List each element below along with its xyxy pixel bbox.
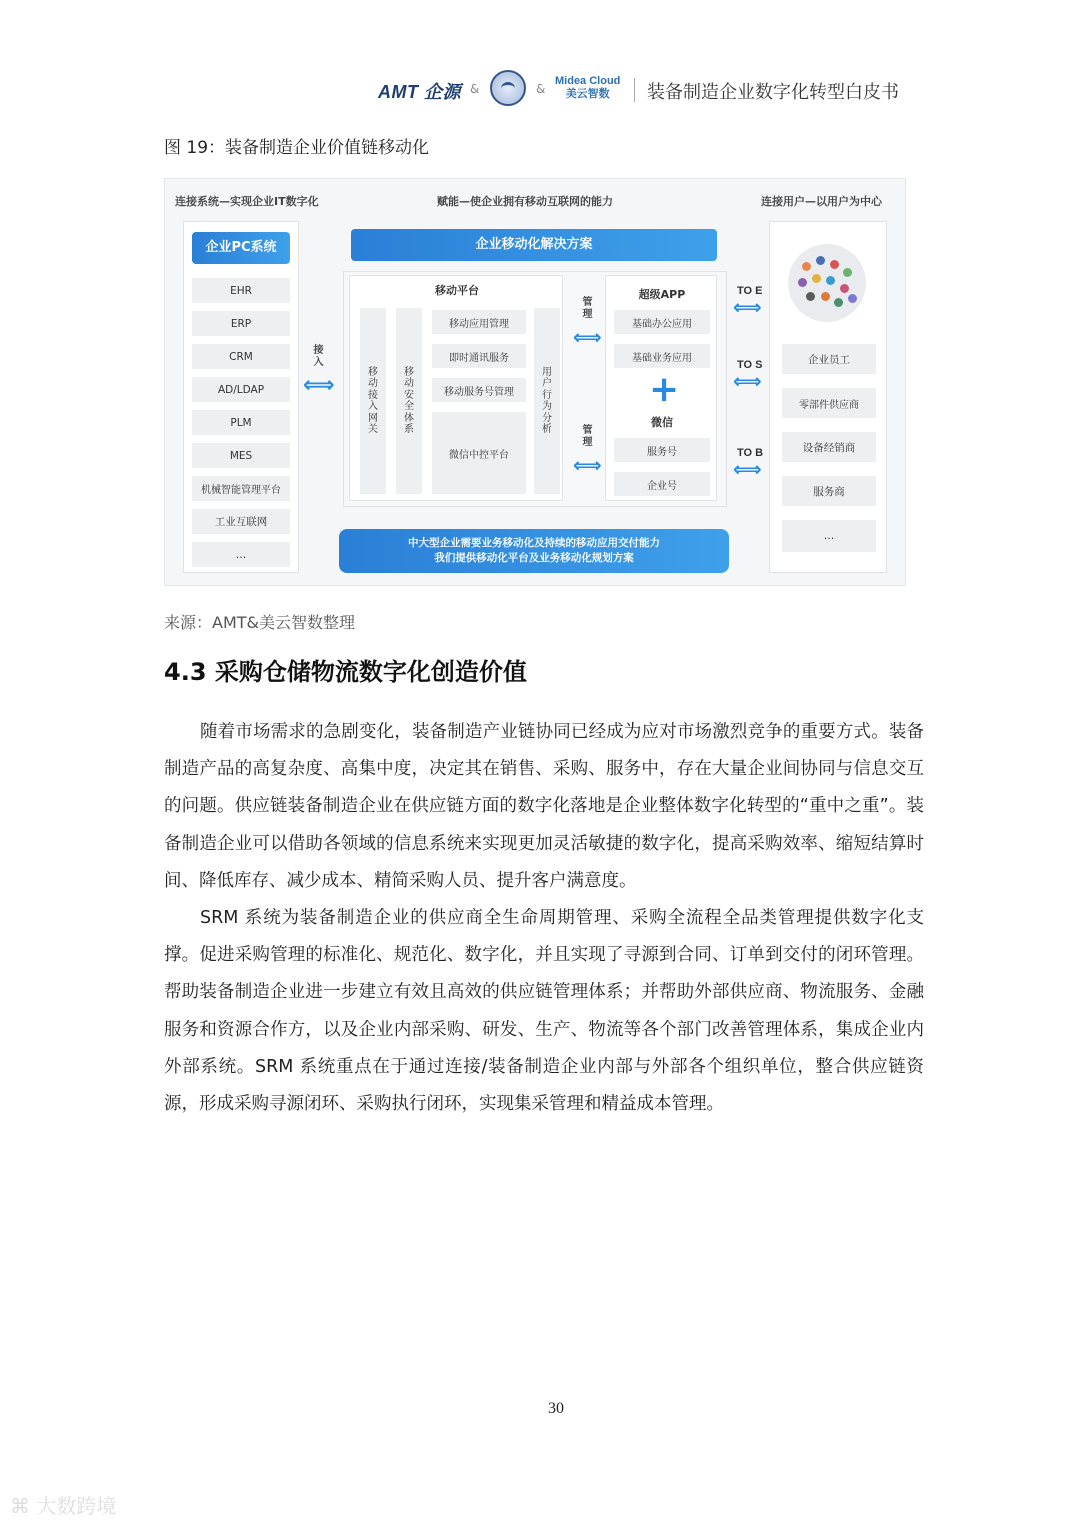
mobile-platform-title: 移动平台	[435, 284, 479, 297]
body-text	[164, 714, 924, 1123]
paragraph: SRM 系统为装备制造企业的供应商全生命周期管理、采购全流程全品类管理提供数字化支撑。促进采购管理的标准化、规范化、数字化，并且实现了寻源到合同、订单到交付的闭环管理。帮助装备制造企业进一步建立有效且高效的供应链管理体系；并帮助外部供应商、物流服务、金融服务和资源合作方，以及企业内部采购、研发、生产、物流等各个部门改善管理体系，集成企业内外部系统。SRM 系统重点在于通过连接/装备制造企业内部与外部各个组织单位，整合供应链资源，形成采购寻源闭环、采购执行闭环，实现集采管理和精益成本管理。	[164, 908, 924, 1115]
wechat-item: 服务号	[614, 438, 710, 462]
value-chain-diagram	[164, 178, 906, 586]
header-divider	[634, 78, 635, 102]
users-group-icon	[788, 244, 866, 322]
section-heading: 4.3 采购仓储物流数字化创造价值	[164, 658, 527, 686]
pc-system-item: MES	[192, 443, 290, 468]
double-arrow-icon: ⟺	[303, 373, 335, 398]
super-app-item: 基础办公应用	[614, 310, 710, 334]
platform-item: 即时通讯服务	[432, 344, 526, 368]
page-number: 30	[548, 1400, 564, 1417]
connect-label: 接入	[313, 345, 324, 368]
pc-system-item: EHR	[192, 278, 290, 303]
to-s-label: TO S	[737, 359, 763, 371]
bottom-banner: 中大型企业需要业务移动化及持续的移动应用交付能力 我们提供移动化平台及业务移动化规划方案	[339, 529, 729, 573]
platform-item: 移动服务号管理	[432, 378, 526, 402]
heading-middle: 赋能—使企业拥有移动互联网的能力	[437, 195, 613, 208]
mobile-gateway: 移动接入网关	[360, 308, 386, 494]
pc-system-item: 机械智能管理平台	[192, 476, 290, 501]
watermark: ⌘ 大数跨境	[10, 1494, 117, 1518]
heading-right: 连接用户—以用户为中心	[761, 195, 882, 208]
paragraph: 随着市场需求的急剧变化，装备制造产业链协同已经成为应对市场激烈竞争的重要方式。装备制造产品的高复杂度、高集中度，决定其在销售、采购、服务中，存在大量企业间协同与信息交互的问题。供应链装备制造企业在供应链方面的数字化落地是企业整体数字化转型的“重中之重”。装备制造企业可以借助各领域的信息系统来实现更加灵活敏捷的数字化，提高采购效率、缩短结算时间、降低库存、减少成本、精简采购人员、提升客户满意度。	[164, 722, 924, 891]
amt-logo: AMT 企源	[378, 82, 461, 102]
figure-source: 来源：AMT&美云智数整理	[164, 613, 356, 632]
manage-label: 管理	[582, 297, 593, 320]
user-type-item: 企业员工	[782, 344, 876, 374]
platform-item: 移动应用管理	[432, 310, 526, 334]
ampersand: &	[470, 82, 480, 96]
users-panel	[769, 221, 887, 573]
pc-systems-panel	[183, 221, 299, 573]
midea-cloud-logo: Midea Cloud 美云智数	[555, 75, 621, 100]
mobile-security: 移动安全体系	[396, 308, 422, 494]
user-type-item: 服务商	[782, 476, 876, 506]
mobile-solution-banner: 企业移动化解决方案	[351, 229, 717, 261]
pc-system-item: …	[192, 542, 290, 567]
document-title: 装备制造企业数字化转型白皮书	[647, 82, 899, 103]
emblem-logo	[490, 70, 526, 106]
wechat-title: 微信	[651, 416, 673, 429]
user-type-item: 零部件供应商	[782, 388, 876, 418]
pc-systems-title: 企业PC系统	[192, 232, 290, 264]
to-b-label: TO B	[737, 447, 764, 459]
pc-system-item: 工业互联网	[192, 509, 290, 534]
pc-system-item: CRM	[192, 344, 290, 369]
manage-label: 管理	[582, 425, 593, 448]
double-arrow-icon: ⟺	[573, 453, 602, 477]
plus-icon: +	[649, 369, 680, 410]
heading-left: 连接系统—实现企业IT数字化	[175, 195, 319, 208]
figure-caption: 图 19：装备制造企业价值链移动化	[164, 138, 430, 158]
pc-system-item: PLM	[192, 410, 290, 435]
page-header	[370, 70, 930, 110]
super-app-title: 超级APP	[638, 288, 686, 301]
wechat-item: 企业号	[614, 472, 710, 496]
user-behavior-analysis: 用户行为分析	[534, 308, 560, 494]
pc-system-item: ERP	[192, 311, 290, 336]
pc-system-item: AD/LDAP	[192, 377, 290, 402]
mobile-platform-panel	[349, 275, 563, 501]
super-app-item: 基础业务应用	[614, 344, 710, 368]
user-type-item: …	[782, 520, 876, 552]
double-arrow-icon: ⟺	[573, 325, 602, 349]
double-arrow-icon: ⟺	[733, 295, 762, 319]
to-e-label: TO E	[737, 285, 763, 297]
wechat-control-platform: 微信中控平台	[432, 412, 526, 494]
user-type-item: 设备经销商	[782, 432, 876, 462]
ampersand: &	[536, 82, 546, 96]
double-arrow-icon: ⟺	[733, 369, 762, 393]
super-app-panel	[605, 275, 717, 501]
double-arrow-icon: ⟺	[733, 457, 762, 481]
